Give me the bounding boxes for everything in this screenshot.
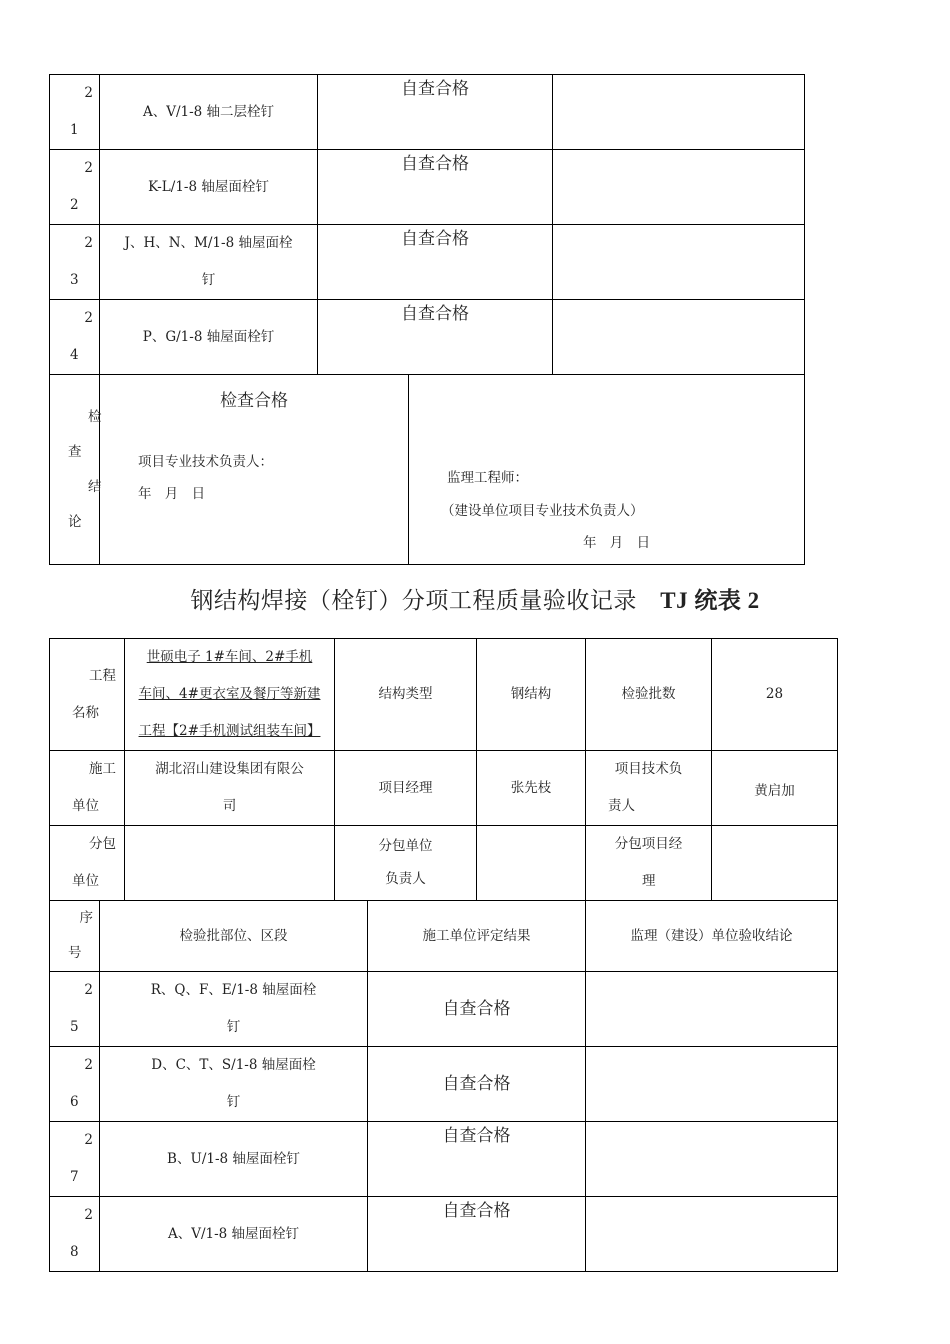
- supervisor-conclusion-cell: [409, 375, 805, 565]
- date-left: 年 月 日: [138, 486, 206, 502]
- supervisor-conclusion[interactable]: [553, 150, 805, 225]
- column-header-row: [50, 901, 838, 972]
- supervisor-conclusion[interactable]: [586, 1122, 838, 1197]
- page-title: 钢结构焊接（栓钉）分项工程质量验收记录 TJ 统表 2: [190, 588, 760, 614]
- date-right: 年 月 日: [583, 535, 651, 551]
- row-number: 2 8: [50, 1197, 100, 1272]
- supervisor-conclusion[interactable]: [586, 1047, 838, 1122]
- check-conclusion-cell: [100, 375, 409, 565]
- table-row: [50, 1122, 838, 1197]
- batch-count-label: 检验批数: [586, 639, 712, 751]
- table-row: [50, 826, 838, 901]
- table-row: [50, 75, 805, 150]
- contractor-result: 自查合格: [368, 1197, 586, 1272]
- tech-lead-label: 项目技术负 责人: [586, 751, 712, 826]
- col-header-no: 序 号: [50, 901, 100, 972]
- inspection-location: R、Q、F、E/1-8 轴屋面栓 钉: [100, 972, 368, 1047]
- row-number: 2 7: [50, 1122, 100, 1197]
- table-row: [50, 1047, 838, 1122]
- check-result: 检查合格: [220, 391, 288, 411]
- inspection-location: D、C、T、S/1-8 轴屋面栓 钉: [100, 1047, 368, 1122]
- sub-lead-name[interactable]: [477, 826, 586, 901]
- subcontractor-label: 分包 单位: [50, 826, 125, 901]
- table-row: [50, 1197, 838, 1272]
- tech-lead-label: 项目专业技术负责人：: [138, 454, 273, 470]
- sub-pm-name[interactable]: [712, 826, 838, 901]
- table-row: [50, 300, 805, 375]
- table-row: [50, 639, 838, 751]
- owner-lead-label: （建设单位项目专业技术负责人）: [441, 503, 644, 519]
- inspection-location: K-L/1-8 轴屋面栓钉: [100, 150, 318, 225]
- tech-lead-name: 黄启加: [712, 751, 838, 826]
- table-row: [50, 150, 805, 225]
- row-number: 2 2: [50, 150, 100, 225]
- project-name: 世硕电子 1#车间、2#手机 车间、4#更衣室及餐厅等新建 工程【2#手机测试组装车间】: [125, 639, 335, 751]
- sub-lead-label: 分包单位 负责人: [335, 826, 477, 901]
- inspection-table-1: [49, 74, 805, 565]
- table-row: [50, 751, 838, 826]
- table-row: [50, 225, 805, 300]
- inspection-location: B、U/1-8 轴屋面栓钉: [100, 1122, 368, 1197]
- row-number: 2 1: [50, 75, 100, 150]
- contractor-result: 自查合格: [368, 972, 586, 1047]
- supervisor-conclusion[interactable]: [553, 300, 805, 375]
- inspection-location: P、G/1-8 轴屋面栓钉: [100, 300, 318, 375]
- supervisor-conclusion[interactable]: [586, 1197, 838, 1272]
- contractor-label: 施工 单位: [50, 751, 125, 826]
- col-header-location: 检验批部位、区段: [100, 901, 368, 972]
- inspection-location: A、V/1-8 轴屋面栓钉: [100, 1197, 368, 1272]
- supervisor-conclusion[interactable]: [586, 972, 838, 1047]
- structure-type: 钢结构: [477, 639, 586, 751]
- table-row: [50, 972, 838, 1047]
- contractor-result: 自查合格: [318, 225, 553, 300]
- row-number: 2 5: [50, 972, 100, 1047]
- contractor-result: 自查合格: [318, 300, 553, 375]
- supervisor-conclusion[interactable]: [553, 75, 805, 150]
- inspection-location: A、V/1-8 轴二层栓钉: [100, 75, 318, 150]
- row-number: 2 4: [50, 300, 100, 375]
- pm-name: 张先枝: [477, 751, 586, 826]
- row-number: 2 3: [50, 225, 100, 300]
- structure-type-label: 结构类型: [335, 639, 477, 751]
- conclusion-label: 检 查 结 论: [50, 375, 100, 565]
- project-label: 工程 名称: [50, 639, 125, 751]
- contractor-result: 自查合格: [368, 1122, 586, 1197]
- contractor-name: 湖北沼山建设集团有限公 司: [125, 751, 335, 826]
- col-header-result: 施工单位评定结果: [368, 901, 586, 972]
- batch-count: 28: [712, 639, 838, 751]
- inspection-table-2: [49, 638, 838, 1272]
- supervisor-label: 监理工程师：: [447, 470, 528, 486]
- contractor-result: 自查合格: [318, 75, 553, 150]
- supervisor-conclusion[interactable]: [553, 225, 805, 300]
- subcontractor-name[interactable]: [125, 826, 335, 901]
- contractor-result: 自查合格: [318, 150, 553, 225]
- sub-pm-label: 分包项目经 理: [586, 826, 712, 901]
- conclusion-row: [50, 375, 805, 565]
- row-number: 2 6: [50, 1047, 100, 1122]
- col-header-conclusion: 监理（建设）单位验收结论: [586, 901, 838, 972]
- inspection-location: J、H、N、M/1-8 轴屋面栓 钉: [100, 225, 318, 300]
- contractor-result: 自查合格: [368, 1047, 586, 1122]
- pm-label: 项目经理: [335, 751, 477, 826]
